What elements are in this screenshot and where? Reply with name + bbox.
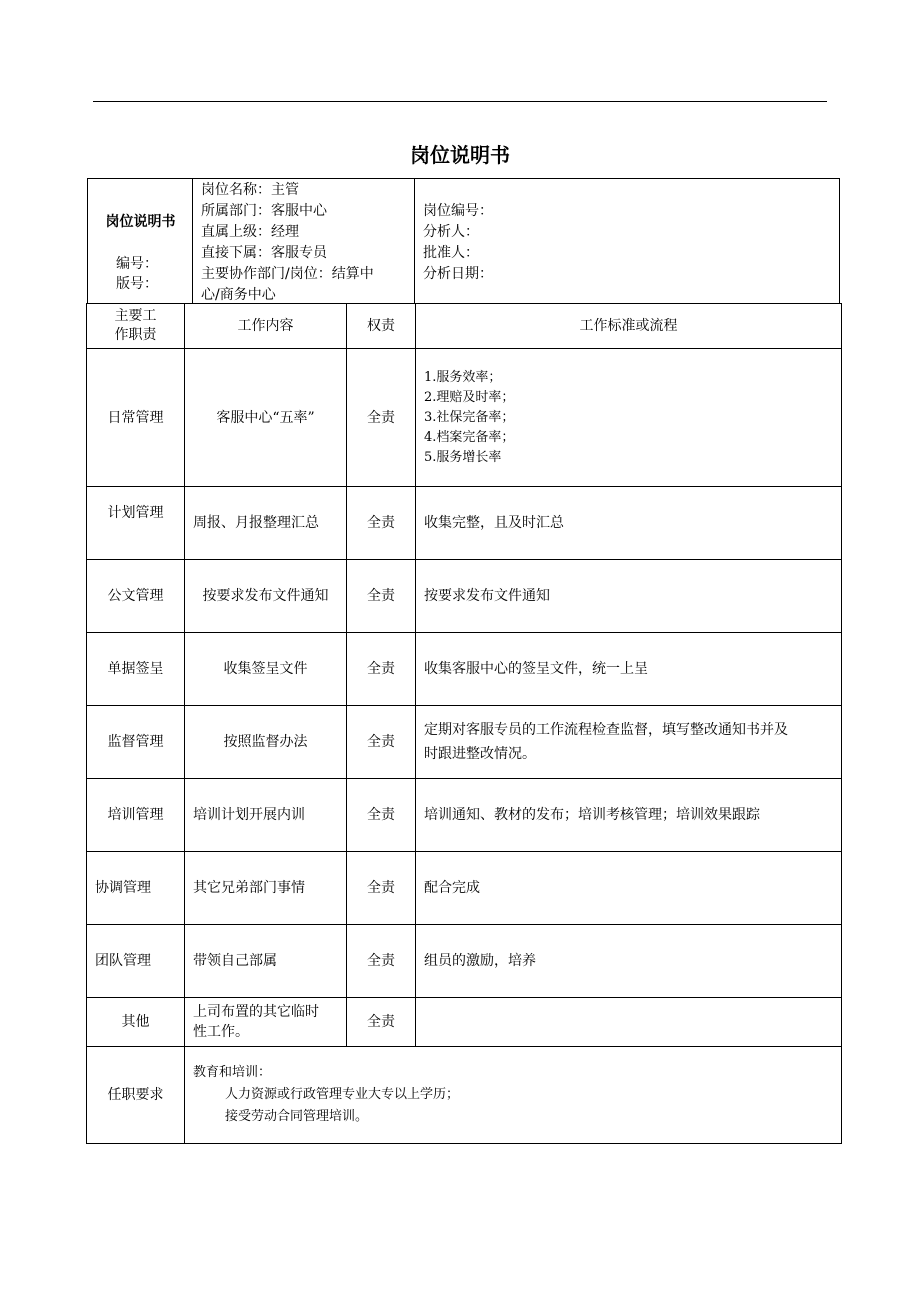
table-row (87, 706, 842, 779)
row-standard: 配合完成 (416, 852, 842, 925)
content-line: 上司布置的其它临时 (193, 1004, 319, 1020)
direct-superior: 直属上级：经理 (201, 224, 299, 240)
table-row (87, 487, 842, 560)
row-content: 周报、月报整理汇总 (185, 487, 347, 560)
job-info-middle-cell (193, 179, 415, 303)
row-standard: 培训通知、教材的发布；培训考核管理；培训效果跟踪 (416, 779, 842, 852)
row-standard (416, 998, 842, 1047)
job-info-box (87, 178, 840, 304)
row-duty: 公文管理 (87, 560, 185, 633)
table-row (87, 779, 842, 852)
row-authority: 全责 (347, 925, 416, 998)
row-standard (416, 349, 842, 487)
row-authority: 全责 (347, 349, 416, 487)
row-standard: 组员的激励，培养 (416, 925, 842, 998)
header-rule (93, 101, 827, 102)
requirements-heading: 教育和培训： (193, 1065, 272, 1080)
row-duty: 单据签呈 (87, 633, 185, 706)
row-duty: 其他 (87, 998, 185, 1047)
standard-line: 时跟进整改情况。 (424, 746, 536, 762)
job-info-right-cell (415, 179, 839, 303)
row-standard: 按要求发布文件通知 (416, 560, 842, 633)
job-info-left-cell (88, 179, 193, 303)
content-line: 性工作。 (193, 1024, 249, 1040)
analysis-date: 分析日期： (423, 266, 493, 282)
table-row (87, 852, 842, 925)
table-row (87, 925, 842, 998)
table-header-row (87, 304, 842, 349)
row-authority: 全责 (347, 560, 416, 633)
department: 所属部门：客服中心 (201, 203, 327, 219)
row-content: 客服中心“五率” (185, 349, 347, 487)
standard-line: 5.服务增长率 (424, 449, 502, 465)
col-header-duty (87, 304, 185, 349)
requirements-row (87, 1047, 842, 1144)
row-duty: 协调管理 (87, 852, 185, 925)
row-duty: 计划管理 (87, 487, 185, 560)
duties-table (86, 303, 842, 1144)
row-content: 按要求发布文件通知 (185, 560, 347, 633)
row-duty: 培训管理 (87, 779, 185, 852)
row-content (185, 998, 347, 1047)
row-authority: 全责 (347, 487, 416, 560)
standard-line: 定期对客服专员的工作流程检查监督，填写整改通知书并及 (424, 722, 788, 738)
row-content: 培训计划开展内训 (185, 779, 347, 852)
row-content: 其它兄弟部门事情 (185, 852, 347, 925)
col-header-content: 工作内容 (185, 304, 347, 349)
row-duty: 团队管理 (87, 925, 185, 998)
position-number: 岗位编号： (423, 203, 493, 219)
row-authority: 全责 (347, 852, 416, 925)
analyst: 分析人： (423, 224, 479, 240)
col-header-duty-text: 主要工作职责 (114, 308, 157, 343)
row-authority: 全责 (347, 779, 416, 852)
row-standard: 收集客服中心的签呈文件，统一上呈 (416, 633, 842, 706)
row-duty: 日常管理 (87, 349, 185, 487)
row-authority: 全责 (347, 633, 416, 706)
requirements-label: 任职要求 (87, 1047, 185, 1144)
document-title: 岗位说明书 (410, 143, 510, 167)
job-description-label: 岗位说明书 (105, 214, 176, 230)
collaborating-departments-line1: 主要协作部门/岗位：结算中 (201, 266, 374, 282)
table-row (87, 633, 842, 706)
row-standard: 收集完整，且及时汇总 (416, 487, 842, 560)
col-header-authority: 权责 (347, 304, 416, 349)
requirement-item: 接受劳动合同管理培训。 (225, 1109, 369, 1124)
row-standard (416, 706, 842, 779)
row-content: 带领自己部属 (185, 925, 347, 998)
row-content: 按照监督办法 (185, 706, 347, 779)
row-authority: 全责 (347, 998, 416, 1047)
table-row (87, 349, 842, 487)
position-name: 岗位名称：主管 (201, 182, 299, 198)
direct-subordinate: 直接下属：客服专员 (201, 245, 327, 261)
approver: 批准人： (423, 245, 479, 261)
table-row (87, 998, 842, 1047)
standard-line: 1.服务效率； (424, 369, 502, 385)
row-duty: 监督管理 (87, 706, 185, 779)
requirements-content (185, 1047, 842, 1144)
number-label: 编号： (116, 256, 158, 272)
table-row (87, 560, 842, 633)
collaborating-departments-line2: 心/商务中心 (201, 287, 276, 303)
standard-line: 2.理赔及时率； (424, 389, 515, 405)
col-header-standard: 工作标准或流程 (416, 304, 842, 349)
standard-line: 3.社保完备率； (424, 409, 515, 425)
version-label: 版号： (116, 276, 158, 292)
requirement-item: 人力资源或行政管理专业大专以上学历； (225, 1087, 460, 1102)
row-authority: 全责 (347, 706, 416, 779)
row-content: 收集签呈文件 (185, 633, 347, 706)
standard-line: 4.档案完备率； (424, 429, 515, 445)
